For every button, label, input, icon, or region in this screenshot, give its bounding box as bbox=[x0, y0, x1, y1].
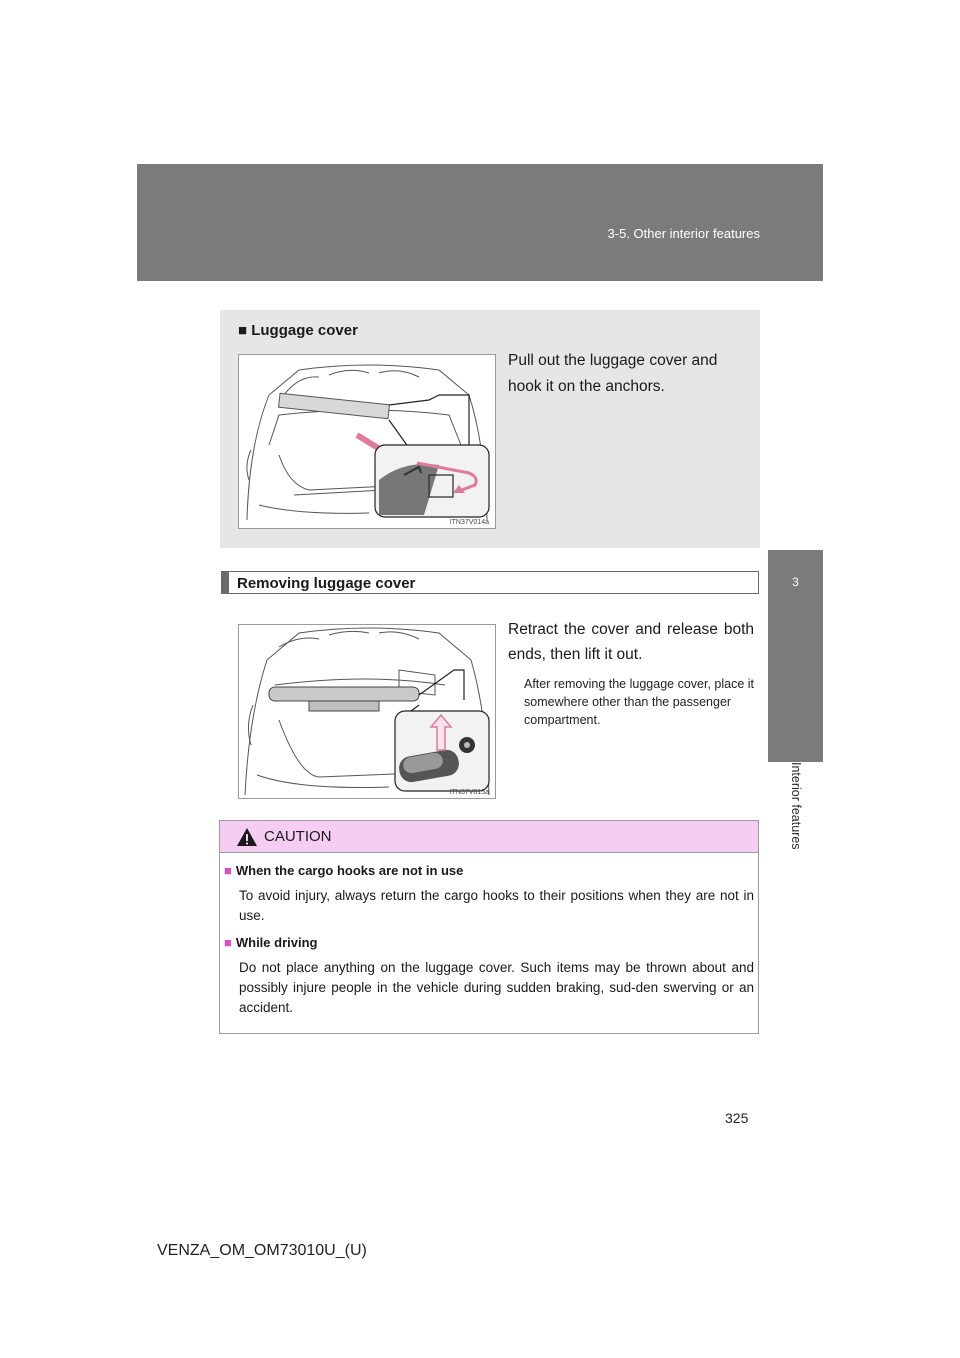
luggage-cover-instruction: Pull out the luggage cover and hook it on the anchors. bbox=[508, 352, 718, 395]
caution-item-body: Do not place anything on the luggage cover. Such items may be thrown about and possibly injure people in the vehicle during sudden braking, sud-den swerving or an accident. bbox=[239, 960, 754, 1015]
heading-marker bbox=[222, 572, 229, 593]
removing-cover-illustration bbox=[238, 624, 496, 799]
figure-code: ITN37V014a bbox=[449, 519, 489, 526]
page-number: 325 bbox=[725, 1110, 749, 1126]
square-bullet-icon: ■ bbox=[224, 935, 232, 950]
caution-item-body: To avoid injury, always return the cargo hooks to their positions when they are not in use. bbox=[239, 888, 754, 923]
luggage-cover-illustration bbox=[238, 354, 496, 529]
figure-code: ITN37V015a bbox=[449, 789, 489, 796]
section-heading-bar bbox=[221, 571, 759, 594]
section-title: 3-5. Other interior features bbox=[607, 226, 760, 241]
removing-luggage-cover-title: Removing luggage cover bbox=[237, 575, 416, 592]
caution-item bbox=[224, 863, 754, 926]
chapter-number: 3 bbox=[792, 575, 799, 589]
luggage-cover-heading: ■ Luggage cover bbox=[238, 322, 358, 339]
document-code: VENZA_OM_OM73010U_(U) bbox=[157, 1242, 367, 1259]
warning-triangle-icon bbox=[236, 827, 258, 847]
caution-item-title: ■ When the cargo hooks are not in use bbox=[224, 863, 464, 878]
caution-item-title: ■ While driving bbox=[224, 935, 318, 950]
chapter-label-text: Interior features bbox=[788, 762, 803, 850]
caution-title: CAUTION bbox=[264, 828, 332, 845]
cargo-area-drawing bbox=[239, 355, 495, 528]
cargo-area-drawing bbox=[239, 625, 495, 798]
removing-instruction: Retract the cover and release both ends, then lift it out. bbox=[508, 621, 754, 663]
caution-item bbox=[224, 935, 754, 1018]
chapter-label bbox=[768, 762, 823, 912]
header-band bbox=[137, 164, 823, 281]
square-bullet-icon: ■ bbox=[224, 863, 232, 878]
caution-header bbox=[220, 821, 758, 853]
caution-box bbox=[219, 820, 759, 1034]
removing-note: After removing the luggage cover, place it somewhere other than the passenger compartment. bbox=[524, 677, 754, 727]
